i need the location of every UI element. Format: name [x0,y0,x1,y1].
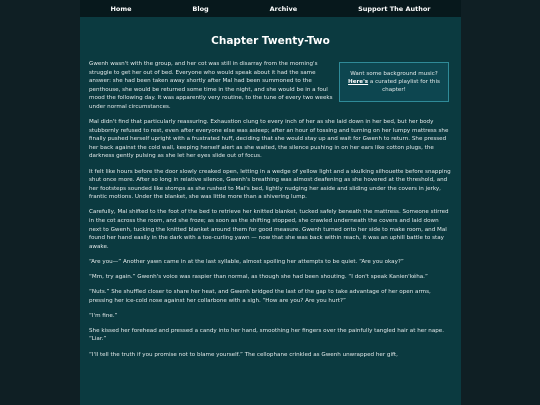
page-container [80,0,461,405]
paragraph: “I'm fine.” [89,312,118,319]
callout-lead-text: Want some background music? [350,71,438,77]
top-nav [80,0,461,17]
paragraph: “Nuts.” She shuffled closer to share her heat, and Gwenh bridged the last of the gap to take advantage of her open arms, pressing her ice-cold nose against her collarbone with a sigh. “How are you? Are you hurt?” [89,289,431,304]
paragraph: “Mm, try again.” Gwenh's voice was raspier than normal, as though she had been shouting. “I don't speak Kanien'kéha.” [89,273,428,280]
paragraph: “I'll tell the truth if you promise not to blame yourself.” The cellophane crinkled as Gwenh unwrapped her gift, [89,351,398,358]
paragraph: She kissed her forehead and pressed a candy into her hand, smoothing her fingers over the painfully tangled hair at her nape. “Liar.” [89,327,445,343]
paragraph: Mal didn't find that particularly reassuring. Exhaustion clung to every inch of her as she laid down in her bed, but her body stubbornly refused to rest, even after everyone else was asleep; after an hour of tossing and turning on her lumpy mattress she finally pushed herself upright with a frustrated huff, deciding that she would stay up and wait for Gwenh to return. She pressed her back against the cold wall, keeping herself alert as she waited, the silence pushing in on her ears like cotton plugs, the darkness gently pulsing as she let her eyes slide out of focus. [89,119,449,160]
nav-support-author-link[interactable]: Support The Author [358,4,431,13]
paragraph: Gwenh wasn't with the group, and her cot was still in disarray from the morning's struggle to get her out of bed. Everyone who would speak about it had the same answer: she had been taken away shortly after Mal had been summoned to the penthouse, she would be returned some time in the night, and she would be in a foul mood the following day. It was apparently very routine, to the tune of every two weeks under normal circumstances. [89,61,333,110]
paragraph: It felt like hours before the door slowly creaked open, letting in a wedge of yellow light and a skulking silhouette before snapping shut once more. After so long in relative silence, Gwenh's breathing was almost deafening as she hovered at the threshold, and her footsteps sounded like stomps as she rushed to Mal's bed, lightly nudging her aside and sliding under the covers in jerky, frantic motions. Under the blanket, she was little more than a shivering lump. [89,168,451,201]
nav-archive-link[interactable]: Archive [269,4,298,13]
music-callout [339,62,449,102]
chapter-title: Chapter Twenty-Two [211,35,330,47]
playlist-link[interactable]: Here's [348,79,369,85]
nav-home-link[interactable]: Home [110,4,132,13]
paragraph: Carefully, Mal shifted to the foot of the bed to retrieve her knitted blanket, tucked safely beneath the mattress. Someone stirred in the cot across the room, and she froze; as soon as the shifting stopped, she crawled underneath the covers and laid down next to Gwenh, tucking the knitted blanket around them for good measure. Gwenh turned onto her side to make room, and Mal found her hand easily in the dark with a toe-curling yawn — now that she was back within reach, it was an uphill battle to stay awake. [89,209,449,250]
paragraph: “Are you—” Another yawn came in at the last syllable, almost spoiling her attempts to be quiet. “Are you okay?” [89,258,404,265]
nav-blog-link[interactable]: Blog [192,4,209,13]
chapter-content [80,60,461,359]
callout-tail-text: a curated playlist for this chapter! [368,79,440,93]
